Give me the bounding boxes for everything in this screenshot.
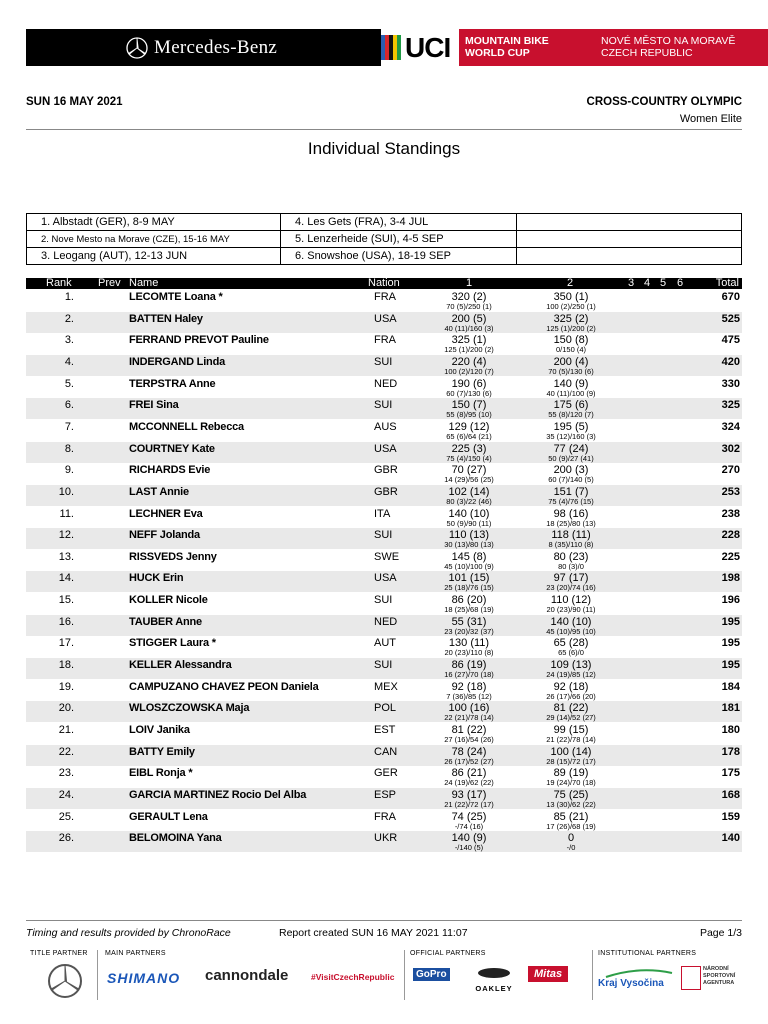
round-2-points: 110 (12) [550,594,592,607]
round-1-detail: 22 (21)/78 (14) [444,713,494,723]
uci-stripes [381,35,401,60]
rank-cell: 24. [58,788,74,801]
round-2-detail: 17 (26)/68 (19) [546,821,596,831]
col-total: Total [715,277,739,289]
round-2-points: 81 (22) [553,702,589,715]
rider-name: GARCIA MARTINEZ Rocio Del Alba [129,788,307,801]
rider-name: HUCK Erin [129,572,184,585]
nation-cell: AUT [374,637,396,650]
rounds-row [27,248,742,265]
shimano-logo: SHIMANO [107,970,181,986]
round-1-detail: 40 (11)/160 (3) [444,323,494,333]
rank-cell: 8. [64,442,74,455]
round-2-detail: 100 (2)/250 (1) [546,302,596,311]
rank-cell: 3. [64,334,74,347]
nation-cell: SUI [374,399,393,412]
round-4: 4. Les Gets (FRA), 3-4 JUL [281,214,517,231]
round-2: 2. Nove Mesto na Morave (CZE), 15-16 MAY [27,231,281,248]
round-1-detail: -/140 (5) [454,843,484,853]
round-2-points: 150 (8) [553,334,589,347]
rank-cell: 20. [58,702,74,715]
rank-cell: 26. [58,832,74,845]
round-2-points: 118 (11) [551,529,591,542]
total-points: 238 [721,507,740,520]
rank-cell: 18. [58,659,74,672]
round-2-detail: 50 (9)/27 (41) [548,453,594,463]
divider [26,920,742,921]
rider-name: TAUBER Anne [129,615,202,628]
round-2-points: 140 (9) [553,377,589,390]
rank-cell: 23. [58,767,74,780]
rounds-table [26,213,742,265]
round-1-points: 93 (17) [451,788,487,801]
rider-name: LECHNER Eva [129,507,203,520]
table-row [26,723,742,744]
round-2-detail: 70 (5)/130 (6) [548,366,594,376]
rank-cell: 25. [58,810,74,823]
nation-cell: GBR [374,485,398,498]
round-1-detail: 125 (1)/200 (2) [444,345,494,355]
table-row [26,810,742,831]
nation-cell: GER [374,767,398,780]
round-1-points: 86 (20) [451,594,487,607]
round-1-points: 130 (11) [448,637,490,650]
round-1-detail: -/74 (16) [454,821,484,831]
round-2-points: 85 (21) [553,810,589,823]
mercedes-partner-logo [44,963,86,1004]
table-row [26,831,742,852]
table-row [26,571,742,592]
rider-name: WLOSZCZOWSKA Maja [129,702,250,715]
oakley-logo: OAKLEY [466,966,522,993]
official-partners-label: OFFICIAL PARTNERS [410,950,486,957]
total-points: 253 [721,485,740,498]
rider-name: MCCONNELL Rebecca [129,420,244,433]
col-round-1: 1 [466,277,473,289]
round-1-points: 110 (13) [448,529,490,542]
table-row [26,485,742,506]
divider [592,950,593,1000]
round-2-points: 65 (28) [553,637,589,650]
nation-cell: ESP [374,788,397,801]
round-1-points: 86 (19) [451,659,487,672]
table-row [26,507,742,528]
mitas-logo: Mitas [528,966,568,982]
table-row [26,377,742,398]
table-row [26,680,742,701]
col-round-4: 4 [644,277,651,289]
round-1-points: 200 (5) [451,312,487,325]
table-row [26,290,742,311]
total-points: 196 [721,594,740,607]
round-2-detail: 29 (14)/52 (27) [546,713,596,723]
round-2-detail: -/0 [566,843,576,853]
round-2-points: 109 (13) [550,659,592,672]
nation-cell: UKR [374,832,398,845]
nation-cell: POL [374,702,397,715]
round-2-detail: 0/150 (4) [555,345,587,355]
round-2-points: 77 (24) [553,442,589,455]
round-2-points: 350 (1) [553,291,589,303]
rider-name: KELLER Alessandra [129,659,232,672]
table-row [26,333,742,354]
nation-cell: ITA [374,507,391,520]
uci-logo [381,29,591,66]
round-2-points: 98 (16) [553,507,589,520]
rider-name: CAMPUZANO CHAVEZ PEON Daniela [129,680,319,693]
rider-name: EIBL Ronja * [129,767,193,780]
total-points: 195 [721,637,740,650]
rank-cell: 6. [64,399,74,412]
round-2-points: 325 (2) [553,312,589,325]
round-5: 5. Lenzerheide (SUI), 4-5 SEP [281,231,517,248]
round-1-detail: 20 (23)/110 (8) [444,648,494,658]
round-2-detail: 45 (10)/95 (10) [546,626,596,636]
rider-name: LECOMTE Loana * [129,291,223,303]
total-points: 180 [721,724,740,736]
round-1-points: 102 (14) [448,485,490,498]
mercedes-star-icon [44,963,86,999]
nation-cell: SUI [374,594,393,607]
round-empty [517,231,742,248]
rider-name: BATTY Emily [129,745,195,758]
col-round-3: 3 [628,277,635,289]
event-date: SUN 16 MAY 2021 [26,96,123,108]
rank-cell: 10. [58,485,74,498]
event-category: Women Elite [679,113,742,125]
round-1-detail: 24 (19)/62 (22) [444,778,494,788]
round-1-detail: 25 (18)/76 (15) [444,583,494,593]
total-points: 225 [721,550,740,563]
rank-cell: 22. [58,745,74,758]
round-1-points: 70 (27) [451,464,487,477]
total-points: 270 [721,464,740,477]
round-1: 1. Albstadt (GER), 8-9 MAY [27,214,281,231]
rider-name: FREI Sina [129,399,179,412]
mercedes-star-icon [126,37,148,59]
total-points: 228 [721,529,740,542]
rider-name: KOLLER Nicole [129,594,208,607]
rider-name: NEFF Jolanda [129,529,200,542]
nation-cell: SUI [374,529,393,542]
rider-name: INDERGAND Linda [129,355,226,368]
rank-cell: 2. [64,312,74,325]
round-1-points: 129 (12) [448,420,490,433]
gopro-logo: GoPro [413,968,450,981]
round-1-points: 92 (18) [451,680,487,693]
table-row [26,745,742,766]
table-row [26,593,742,614]
round-2-detail: 8 (35)/110 (8) [548,540,594,550]
round-2-detail: 55 (8)/120 (7) [548,410,594,420]
rank-cell: 12. [58,529,74,542]
round-1-points: 100 (16) [448,702,490,715]
col-prev: Prev [98,277,121,289]
table-row [26,442,742,463]
round-2-points: 75 (25) [553,788,589,801]
rounds-row [27,231,742,248]
main-partners-label: MAIN PARTNERS [105,950,166,957]
round-2-detail: 21 (22)/78 (14) [546,735,596,744]
total-points: 159 [721,810,740,823]
col-name: Name [129,277,159,289]
nation-cell: USA [374,572,397,585]
nation-cell: SUI [374,355,393,368]
round-2-detail: 24 (19)/85 (12) [546,670,596,680]
visit-czech-logo: #VisitCzechRepublic [311,972,395,982]
round-empty [517,214,742,231]
round-1-points: 325 (1) [451,334,487,347]
round-1-detail: 45 (10)/100 (9) [444,561,494,571]
rank-cell: 7. [64,420,74,433]
total-points: 195 [721,659,740,672]
round-1-points: 55 (31) [451,615,487,628]
divider [404,950,405,1000]
round-1-points: 81 (22) [451,724,487,736]
coat-of-arms-icon [681,966,701,990]
table-row [26,463,742,484]
round-2-detail: 23 (20)/74 (16) [546,583,596,593]
round-2-detail: 125 (1)/200 (2) [546,323,596,333]
header-banner [26,29,742,66]
standings-header [26,278,742,289]
total-points: 525 [721,312,740,325]
round-1-detail: 16 (27)/70 (18) [444,670,494,680]
oakley-ellipse-icon [476,967,512,979]
table-row [26,398,742,419]
round-2-detail: 19 (24)/70 (18) [546,778,596,788]
round-1-detail: 18 (25)/68 (19) [444,605,494,615]
round-1-points: 74 (25) [451,810,487,823]
total-points: 195 [721,615,740,628]
round-1-detail: 50 (9)/90 (11) [446,518,492,528]
round-2-detail: 13 (30)/62 (22) [546,799,596,809]
table-row [26,788,742,809]
rank-cell: 11. [59,507,74,520]
col-round-6: 6 [677,277,684,289]
nation-cell: SWE [374,550,400,563]
round-2-detail: 20 (23)/90 (11) [546,605,596,615]
round-2-detail: 40 (11)/100 (9) [546,388,596,398]
round-2-points: 92 (18) [553,680,589,693]
venue-name: NOVÉ MĚSTO NA MORAVĚ CZECH REPUBLIC [591,29,768,66]
nation-cell: FRA [374,810,396,823]
rider-name: RISSVEDS Jenny [129,550,217,563]
round-2-points: 195 (5) [553,420,589,433]
table-row [26,312,742,333]
nation-cell: CAN [374,745,398,758]
rank-cell: 19. [58,680,74,693]
rank-cell: 5. [64,377,74,390]
nation-cell: GBR [374,464,398,477]
round-1-points: 78 (24) [451,745,487,758]
round-1-points: 320 (2) [451,291,487,303]
nation-cell: EST [374,724,396,736]
round-1-detail: 80 (3)/22 (46) [446,496,492,506]
round-2-detail: 28 (15)/72 (17) [546,756,596,766]
round-2-points: 80 (23) [553,550,589,563]
nation-cell: USA [374,312,397,325]
nation-cell: SUI [374,659,393,672]
round-1-detail: 23 (20)/32 (37) [444,626,494,636]
round-1-points: 140 (10) [448,507,490,520]
rider-name: STIGGER Laura * [129,637,216,650]
round-1-detail: 21 (22)/72 (17) [444,799,494,809]
round-2-detail: 26 (17)/66 (20) [546,691,596,701]
total-points: 475 [721,334,740,347]
round-1-detail: 26 (17)/52 (27) [444,756,494,766]
uci-wordmark: UCI [405,32,451,63]
rank-cell: 21. [58,724,74,736]
round-2-detail: 65 (6)/0 [558,648,584,658]
round-1-points: 220 (4) [451,355,487,368]
total-points: 420 [721,355,740,368]
col-rank: Rank [46,277,72,289]
rider-name: BATTEN Haley [129,312,203,325]
total-points: 670 [721,291,740,303]
total-points: 140 [721,832,740,845]
round-6: 6. Snowshoe (USA), 18-19 SEP [281,248,517,265]
round-2-detail: 18 (25)/80 (13) [546,518,596,528]
nation-cell: FRA [374,291,396,303]
rider-name: BELOMOINA Yana [129,832,222,845]
round-3: 3. Leogang (AUT), 12-13 JUN [27,248,281,265]
page-title: Individual Standings [307,139,461,158]
total-points: 181 [721,702,740,715]
series-name: MOUNTAIN BIKE WORLD CUP [459,29,591,66]
round-1-detail: 55 (8)/95 (10) [446,410,492,420]
total-points: 324 [721,420,740,433]
rank-cell: 13. [58,550,74,563]
rank-cell: 16. [58,615,74,628]
total-points: 168 [721,788,740,801]
nation-cell: USA [374,442,397,455]
rank-cell: 14. [58,572,74,585]
total-points: 330 [721,377,740,390]
round-1-points: 150 (7) [451,399,487,412]
divider [97,950,98,1000]
table-row [26,636,742,657]
round-1-detail: 75 (4)/150 (4) [446,453,492,463]
rider-name: LAST Annie [129,485,189,498]
total-points: 178 [721,745,740,758]
kraj-vysocina-logo: Kraj Vysočina [598,968,678,989]
round-1-detail: 7 (36)/85 (12) [446,691,492,701]
round-1-points: 86 (21) [451,767,487,780]
table-row [26,550,742,571]
divider [26,129,742,130]
round-2-detail: 35 (12)/160 (3) [546,431,596,441]
table-row [26,766,742,787]
nation-cell: MEX [374,680,398,693]
round-1-detail: 60 (7)/130 (6) [446,388,492,398]
rider-name: TERPSTRA Anne [129,377,216,390]
nation-cell: NED [374,377,398,390]
green-swoosh-icon [604,968,674,978]
round-2-points: 99 (15) [553,724,589,736]
title-partner-label: TITLE PARTNER [30,950,88,957]
report-created: Report created SUN 16 MAY 2021 11:07 [279,927,468,939]
cannondale-logo: cannondale [205,967,289,984]
institutional-partners-label: INSTITUTIONAL PARTNERS [598,950,697,957]
round-2-points: 97 (17) [553,572,589,585]
round-2-points: 175 (6) [553,399,589,412]
rounds-row [27,214,742,231]
rank-cell: 1. [64,291,74,303]
round-2-points: 140 (10) [550,615,592,628]
event-discipline: CROSS-COUNTRY OLYMPIC [586,96,742,108]
rank-cell: 17. [58,637,74,650]
table-row [26,658,742,679]
nation-cell: AUS [374,420,397,433]
round-2-points: 200 (4) [553,355,589,368]
rider-name: RICHARDS Evie [129,464,211,477]
agentura-logo: NÁRODNÍ SPORTOVNÍ AGENTURA [703,966,736,986]
col-nation: Nation [368,277,400,289]
table-row [26,355,742,376]
round-1-detail: 27 (16)/54 (26) [444,735,494,744]
rider-name: LOIV Janika [129,724,190,736]
total-points: 175 [721,767,740,780]
total-points: 198 [721,572,740,585]
col-round-5: 5 [660,277,667,289]
round-1-detail: 30 (13)/80 (13) [444,540,494,550]
round-2-points: 200 (3) [553,464,589,477]
round-1-points: 140 (9) [451,832,487,845]
table-row [26,420,742,441]
round-2-points: 0 [567,832,575,845]
round-2-points: 151 (7) [553,485,589,498]
round-empty [517,248,742,265]
rank-cell: 9. [64,464,74,477]
col-round-2: 2 [567,277,574,289]
rank-cell: 15. [58,594,74,607]
round-2-points: 100 (14) [550,745,592,758]
table-row [26,528,742,549]
round-1-detail: 70 (5)/250 (1) [446,302,492,311]
rider-name: FERRAND PREVOT Pauline [129,334,269,347]
round-2-points: 89 (19) [553,767,589,780]
rider-name: GERAULT Lena [129,810,208,823]
nation-cell: NED [374,615,398,628]
rank-cell: 4. [64,355,74,368]
round-2-detail: 75 (4)/76 (15) [548,496,594,506]
page-number: Page 1/3 [699,927,742,939]
table-row [26,615,742,636]
mercedes-logo [126,29,277,66]
rider-name: COURTNEY Kate [129,442,215,455]
sponsor-name: Mercedes-Benz [154,36,278,58]
round-2-detail: 80 (3)/0 [558,561,584,571]
table-row [26,701,742,722]
round-1-points: 190 (6) [451,377,487,390]
round-1-points: 101 (15) [448,572,490,585]
nation-cell: FRA [374,334,396,347]
total-points: 184 [721,680,740,693]
timing-credit: Timing and results provided by ChronoRace [26,927,231,939]
round-1-detail: 14 (29)/56 (25) [444,475,494,485]
round-2-detail: 60 (7)/140 (5) [548,475,594,485]
total-points: 302 [721,442,740,455]
round-1-detail: 100 (2)/120 (7) [444,366,494,376]
round-1-detail: 65 (6)/64 (21) [446,431,492,441]
round-1-points: 225 (3) [451,442,487,455]
total-points: 325 [721,399,740,412]
round-1-points: 145 (8) [451,550,487,563]
